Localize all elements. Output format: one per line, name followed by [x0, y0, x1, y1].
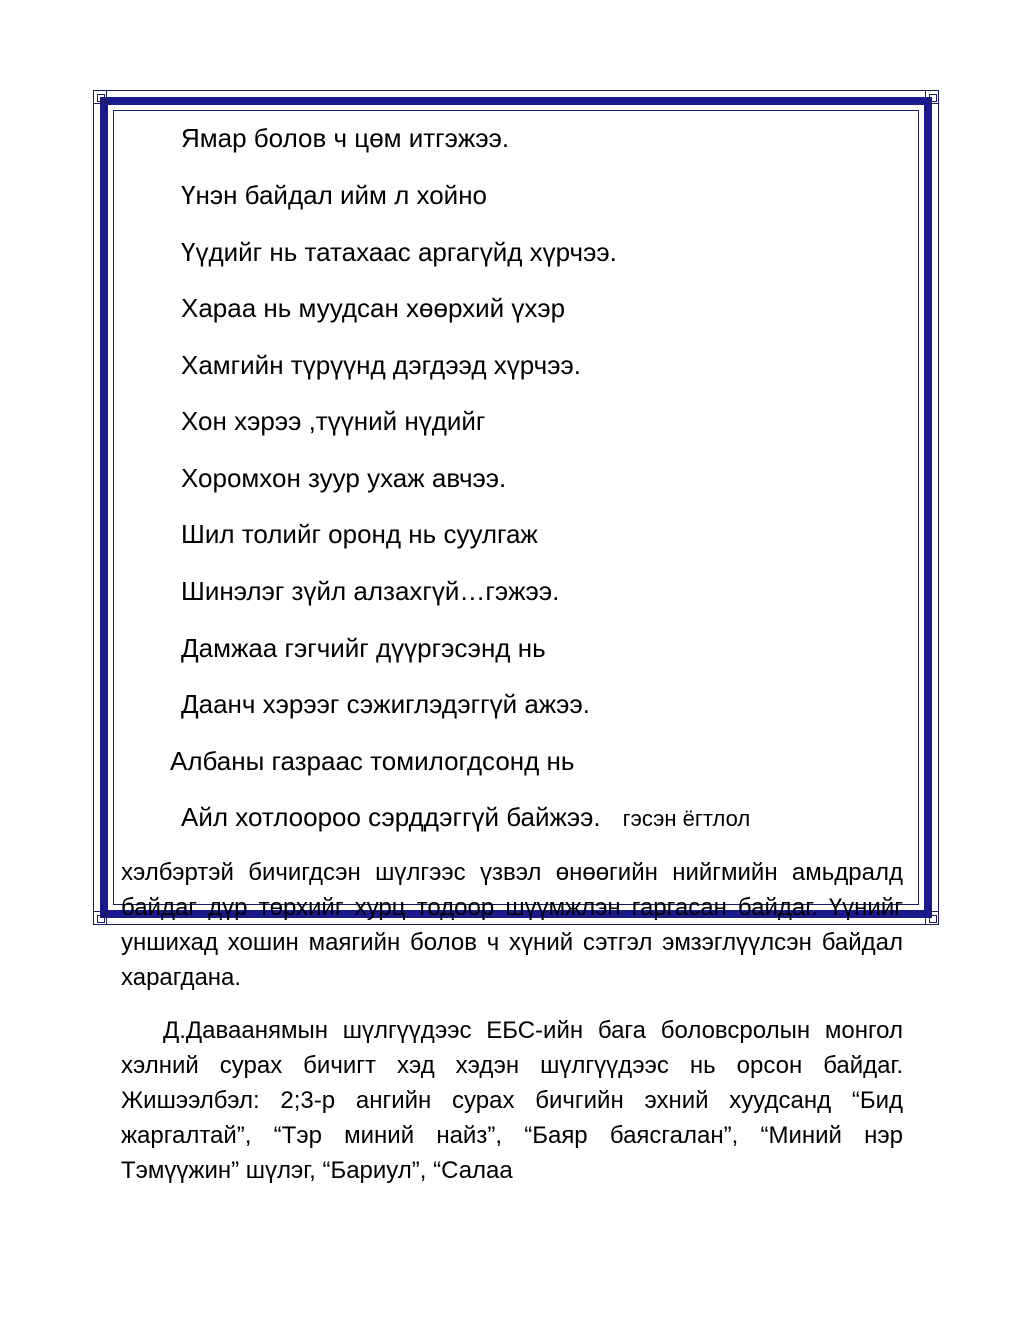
poem-line-text: Айл хотлоороо сэрддэггүй байжээ. — [181, 802, 601, 832]
corner-ornament — [925, 90, 939, 104]
corner-ornament — [93, 90, 107, 104]
poem-line: Хон хэрээ ,түүний нүдийг — [181, 406, 486, 436]
poem-line: Хараа нь муудсан хөөрхий үхэр — [181, 293, 566, 323]
poem-line: Хоромхон зуур ухаж авчээ. — [181, 463, 507, 493]
body-paragraph: Д.Даваанямын шүлгүүдээс ЕБС-ийн бага боловсролын монгол хэлний сурах бичигт хэд хэдэн шүлгүүдээс нь орсон байдаг. Жишээлбэл: 2;3-р ангийн сурах бичгийн эхний хуудсанд “Бид жаргалтай”, “Тэр миний найз”, “Баяр баясгалан”, “Миний нэр Тэмүүжин” шүлэг, “Бариул”, “Салаа — [121, 1017, 903, 1184]
page-border-inner — [113, 110, 919, 905]
poem-line: Хамгийн түрүүнд дэгдээд хүрчээ. — [181, 350, 581, 380]
poem-line-last — [181, 802, 750, 834]
corner-ornament — [93, 911, 107, 925]
poem-line: Үүдийг нь татахаас аргагүйд хүрчээ. — [181, 237, 617, 267]
poem-line: Шинэлэг зүйл алзахгүй…гэжээ. — [181, 576, 560, 606]
poem-line: Үнэн байдал ийм л хойно — [181, 180, 488, 210]
poem-line: Албаны газраас томилогдсонд нь — [170, 746, 575, 776]
poem-line: Дамжаа гэгчийг дүүргэсэнд нь — [181, 633, 546, 663]
corner-ornament — [925, 911, 939, 925]
poem-line: Даанч хэрээг сэжиглэдэггүй ажээ. — [181, 689, 590, 719]
body-paragraph: хэлбэртэй бичигдсэн шүлгээс үзвэл өнөөгийн нийгмийн амьдралд байдаг дүр төрхийг хурц тодоор шүүмжлэн гаргасан байдаг. Үүнийг уншихад хошин маягийн болов ч хүний сэтгэл эмзэглүүлсэн байдал харагдана. — [121, 859, 903, 991]
poem-line: Шил толийг оронд нь суулгаж — [181, 519, 538, 549]
poem-line: Ямар болов ч цөм итгэжээ. — [181, 123, 510, 153]
poem-trailing-note: гэсэн ёгтлол — [622, 806, 751, 831]
